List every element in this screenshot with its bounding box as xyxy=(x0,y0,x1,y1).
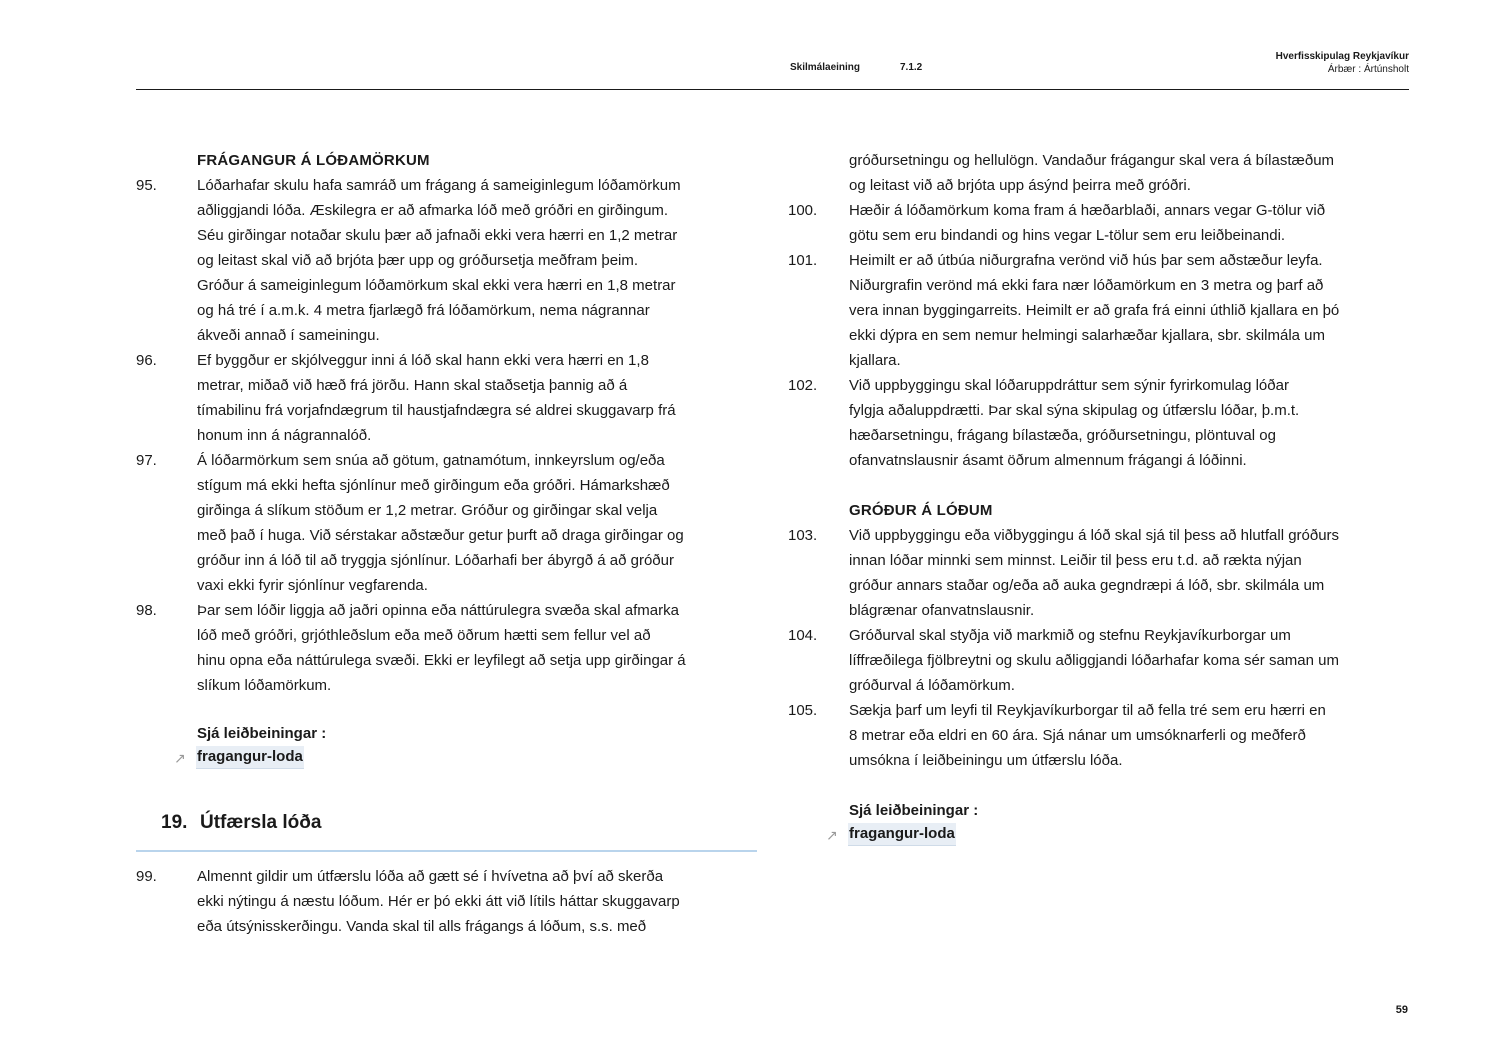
clause-item xyxy=(788,698,1408,773)
text-line: slíkum lóðamörkum. xyxy=(197,677,332,694)
clause-item xyxy=(136,173,756,348)
text-line: Á lóðarmörkum sem snúa að götum, gatnamótum, innkeyrslum og/eða xyxy=(197,452,665,469)
text-line: Heimilt er að útbúa niðurgrafna verönd við hús þar sem aðstæður leyfa. xyxy=(849,252,1323,269)
text-line: kjallara. xyxy=(849,352,901,369)
guideline-link-row[interactable] xyxy=(136,746,756,771)
text-line: ekki nýtingu á næstu lóðum. Hér er þó ekki átt við lítils háttar skuggavarp xyxy=(197,893,680,910)
clause-text xyxy=(197,598,756,698)
text-line: blágrænar ofanvatnslausnir. xyxy=(849,602,1035,619)
clause-item xyxy=(788,373,1408,473)
text-line: innan lóðar minnki sem minnst. Leiðir til þess eru t.d. að rækta nýjan xyxy=(849,552,1302,569)
text-line: lóð með gróðri, grjóthleðslum eða með öðrum hætti sem fellur vel að xyxy=(197,627,651,644)
text-line: Sækja þarf um leyfi til Reykjavíkurborgar til að fella tré sem eru hærri en xyxy=(849,702,1326,719)
header-section-number: 7.1.2 xyxy=(900,62,923,73)
text-line: og leitast skal við að brjóta þær upp og gróðursetja meðfram þeim. xyxy=(197,252,639,269)
right-column xyxy=(788,148,1408,848)
clause-continuation xyxy=(788,148,1408,198)
section-number: 19. xyxy=(161,812,188,833)
text-line: og leitast við að brjóta upp ásýnd þeirra með gróðri. xyxy=(849,177,1191,194)
clause-item xyxy=(788,248,1408,373)
clause-item xyxy=(136,348,756,448)
header-title: Hverfisskipulag Reykjavíkur xyxy=(1275,51,1409,62)
text-line: gróðursetningu og hellulögn. Vandaður frágangur skal vera á bílastæðum xyxy=(849,152,1335,169)
clause-list xyxy=(788,523,1408,773)
clause-number: 100. xyxy=(788,202,818,219)
clause-text xyxy=(197,348,756,448)
text-line: Niðurgrafin verönd má ekki fara nær lóðamörkum en 3 metra og þarf að xyxy=(849,277,1324,294)
text-line: 8 metrar eða eldri en 60 ára. Sjá nánar um umsóknarferli og meðferð xyxy=(849,727,1306,744)
clause-number: 98. xyxy=(136,602,157,619)
clause-text xyxy=(197,448,756,598)
text-line: vera innan byggingarreits. Heimilt er að grafa frá einni úthlið kjallara en þó xyxy=(849,302,1340,319)
header-subtitle: Árbær : Ártúnsholt xyxy=(1327,64,1409,75)
header-doc-label: Skilmálaeining xyxy=(790,62,861,73)
guideline-link[interactable]: fragangur-loda xyxy=(196,746,304,769)
text-line: og há tré í a.m.k. 4 metra fjarlægð frá lóðamörkum, nema nágrannar xyxy=(197,302,650,319)
text-line: umsókna í leiðbeiningu um útfærslu lóða. xyxy=(849,752,1123,769)
clause-list xyxy=(788,198,1408,473)
clause-text xyxy=(849,248,1408,373)
clause-item xyxy=(788,623,1408,698)
text-line: hæðarsetningu, frágang bílastæða, gróðursetningu, plöntuval og xyxy=(849,427,1276,444)
guideline-link-row[interactable] xyxy=(788,823,1408,848)
text-line: hinu opna eða náttúrulega svæði. Ekki er leyfilegt að setja upp girðingar á xyxy=(197,652,686,669)
text-line: Gróður á sameiginlegum lóðamörkum skal ekki vera hærri en 1,8 metrar xyxy=(197,277,676,294)
text-line: Við uppbyggingu skal lóðaruppdráttur sem sýnir fyrirkomulag lóðar xyxy=(849,377,1289,394)
clause-text xyxy=(849,623,1408,698)
clause-text xyxy=(849,523,1408,623)
text-line: eða útsýnisskerðingu. Vanda skal til alls frágangs á lóðum, s.s. með xyxy=(197,918,647,935)
clause-list xyxy=(136,864,756,939)
text-line: Ef byggður er skjólveggur inni á lóð skal hann ekki vera hærri en 1,8 xyxy=(197,352,649,369)
external-link-icon: ↗ xyxy=(174,750,186,766)
text-line: líffræðilega fjölbreytni og skulu aðliggjandi lóðarhafar koma sér saman um xyxy=(849,652,1339,669)
clause-text xyxy=(849,373,1408,473)
subsection-heading: FRÁGANGUR Á LÓÐAMÖRKUM xyxy=(197,152,430,169)
section-title xyxy=(136,809,756,837)
text-line: tímabilinu frá vorjafndægrum til haustjafndægra sé aldrei skuggavarp frá xyxy=(197,402,676,419)
clause-list xyxy=(136,173,756,698)
clause-item xyxy=(788,198,1408,248)
clause-number: 105. xyxy=(788,702,818,719)
text-line: götu sem eru bindandi og hins vegar L-tölur sem eru leiðbeinandi. xyxy=(849,227,1286,244)
header-title-block xyxy=(1276,50,1409,76)
text-line: aðliggjandi lóða. Æskilegra er að afmarka lóð með gróðri en girðingum. xyxy=(197,202,669,219)
section-title-text: Útfærsla lóða xyxy=(200,812,322,833)
guideline-link[interactable]: fragangur-loda xyxy=(848,823,956,846)
text-line: stígum má ekki hefta sjónlínur með girðingum eða gróðri. Hámarkshæð xyxy=(197,477,670,494)
see-guidelines-label: Sjá leiðbeiningar : xyxy=(197,725,327,742)
clause-item xyxy=(136,598,756,698)
clause-text xyxy=(849,198,1408,248)
clause-text xyxy=(197,864,756,939)
clause-number: 97. xyxy=(136,452,157,469)
text-line: Lóðarhafar skulu hafa samráð um frágang á sameiginlegum lóðamörkum xyxy=(197,177,681,194)
clause-number: 99. xyxy=(136,868,157,885)
section-divider xyxy=(136,850,757,852)
clause-item xyxy=(136,864,756,939)
subsection-heading: GRÓÐUR Á LÓÐUM xyxy=(849,502,993,519)
text-line: Þar sem lóðir liggja að jaðri opinna eða náttúrulegra svæða skal afmarka xyxy=(197,602,679,619)
clause-number: 104. xyxy=(788,627,818,644)
text-line: ekki dýpra en sem nemur helmingi salarhæðar kjallara, sbr. skilmála um xyxy=(849,327,1326,344)
text-line: metrar, miðað við hæð frá jörðu. Hann skal staðsetja þannig að á xyxy=(197,377,628,394)
text-line: Almennt gildir um útfærslu lóða að gætt sé í hvívetna að því að skerða xyxy=(197,868,664,885)
header-divider xyxy=(136,89,1409,90)
text-line: Hæðir á lóðamörkum koma fram á hæðarblaði, annars vegar G-tölur við xyxy=(849,202,1326,219)
text-line: með það í huga. Við sérstakar aðstæður getur þurft að draga girðingar og xyxy=(197,527,684,544)
text-line: girðinga á slíkum stöðum er 1,2 metrar. Gróður og girðingar skal velja xyxy=(197,502,658,519)
text-line: honum inn á nágrannalóð. xyxy=(197,427,372,444)
clause-text xyxy=(197,173,756,348)
text-line: ákveði annað í sameiningu. xyxy=(197,327,380,344)
page-number: 59 xyxy=(1395,1004,1408,1016)
clause-number: 102. xyxy=(788,377,818,394)
clause-text xyxy=(849,698,1408,773)
clause-number: 95. xyxy=(136,177,157,194)
text-line: ofanvatnslausnir ásamt öðrum almennum frágangi á lóðinni. xyxy=(849,452,1247,469)
clause-number: 101. xyxy=(788,252,818,269)
left-column xyxy=(136,148,756,939)
text-line: Við uppbyggingu eða viðbyggingu á lóð skal sjá til þess að hlutfall gróðurs xyxy=(849,527,1340,544)
text-line: Séu girðingar notaðar skulu þær að jafnaði ekki vera hærri en 1,2 metrar xyxy=(197,227,678,244)
see-guidelines-label: Sjá leiðbeiningar : xyxy=(849,802,979,819)
external-link-icon: ↗ xyxy=(826,827,838,843)
clause-number: 96. xyxy=(136,352,157,369)
text-line: gróður annars staðar og/eða að auka gegndræpi á lóð, sbr. skilmála um xyxy=(849,577,1325,594)
clause-item xyxy=(136,448,756,598)
text-line: fylgja aðaluppdrætti. Þar skal sýna skipulag og útfærslu lóðar, þ.m.t. xyxy=(849,402,1300,419)
text-line: gróður inn á lóð til að tryggja sjónlínur. Lóðarhafi ber ábyrgð á að gróður xyxy=(197,552,674,569)
text-line: vaxi ekki fyrir sjónlínur vegfarenda. xyxy=(197,577,428,594)
text-line: gróðurval á lóðamörkum. xyxy=(849,677,1015,694)
clause-item xyxy=(788,523,1408,623)
clause-number: 103. xyxy=(788,527,818,544)
text-line: Gróðurval skal styðja við markmið og stefnu Reykjavíkurborgar um xyxy=(849,627,1291,644)
